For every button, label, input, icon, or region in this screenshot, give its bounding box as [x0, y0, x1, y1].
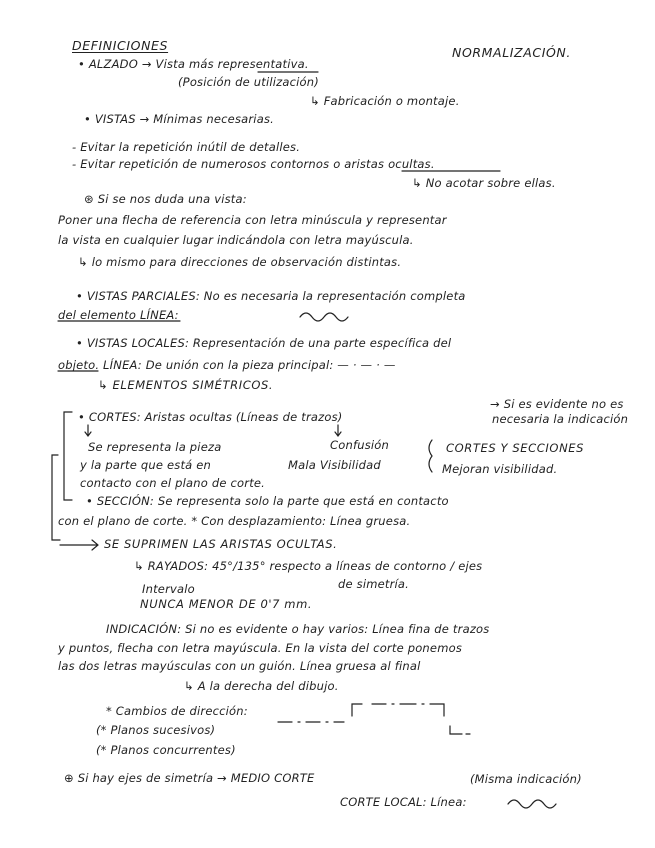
alzado-line: • ALZADO → Vista más representativa.	[78, 57, 309, 71]
vistas-rule-2: - Evitar repetición de numerosos contornos o aristas ocultas.	[72, 157, 435, 171]
parciales-line: • VISTAS PARCIALES: No es necesaria la representación completa	[76, 289, 466, 303]
seccion-line: • SECCIÓN: Se representa solo la parte que está en contacto	[86, 494, 449, 508]
down-arrow-icon	[85, 425, 91, 436]
cortes-text-3: contacto con el plano de corte.	[80, 476, 266, 490]
topic-title: NORMALIZACIÓN.	[452, 45, 571, 60]
vistas-rule-1: - Evitar la repetición inútil de detalles.	[72, 140, 301, 154]
rayados-intervalo: Intervalo	[142, 582, 195, 596]
cut-end-icon	[450, 726, 470, 734]
simetria-paren: (Misma indicación)	[470, 772, 582, 786]
locales-line-2: objeto. LÍNEA: De unión con la pieza principal: — · — · —	[58, 358, 396, 372]
cortes-side-2: Mejoran visibilidad.	[442, 462, 558, 476]
indicacion-line-4: ↳ A la derecha del dibujo.	[184, 679, 339, 693]
indicacion-line: INDICACIÓN: Si no es evidente o hay varios: Línea fina de trazos	[106, 622, 490, 636]
parciales-line-2: del elemento LÍNEA:	[58, 308, 179, 322]
rayados-line-3: NUNCA MENOR DE 0'7 mm.	[140, 597, 313, 611]
alzado-position: (Posición de utilización)	[178, 75, 319, 89]
direccion-sucesivos: (* Planos sucesivos)	[96, 723, 216, 737]
rayados-line-2: de simetría.	[338, 577, 410, 591]
vistas-note: ↳ No acotar sobre ellas.	[412, 176, 556, 190]
seccion-line-2: con el plano de corte. * Con desplazamiento: Línea gruesa.	[58, 514, 411, 528]
cortes-confusion: Confusión	[330, 438, 390, 452]
brace-mark	[429, 440, 432, 472]
wavy-line-icon	[300, 313, 348, 321]
cortes-text-2: y la parte que está en	[80, 458, 212, 472]
cut-bracket-icon	[352, 704, 444, 716]
cortes-note-2: necesaria la indicación	[492, 412, 629, 426]
rayados-line: ↳ RAYADOS: 45°/135° respecto a líneas de contorno / ejes	[134, 559, 483, 573]
duda-text-3: ↳ lo mismo para direcciones de observación distintas.	[78, 255, 402, 269]
locales-line-3: ↳ ELEMENTOS SIMÉTRICOS.	[98, 378, 274, 392]
suprimen-line: SE SUPRIMEN LAS ARISTAS OCULTAS.	[104, 537, 338, 551]
cortes-text-1: Se representa la pieza	[88, 440, 222, 454]
simetria-line-2: CORTE LOCAL: Línea:	[340, 795, 467, 809]
cortes-mala: Mala Visibilidad	[288, 458, 381, 472]
direccion-concurrentes: (* Planos concurrentes)	[96, 743, 236, 757]
bracket-mark	[64, 412, 72, 500]
alzado-use: ↳ Fabricación o montaje.	[310, 94, 460, 108]
duda-text-2: la vista en cualquier lugar indicándola con letra mayúscula.	[58, 233, 414, 247]
wavy-line-icon-2	[508, 800, 556, 808]
page-title: DEFINICIONES	[72, 38, 169, 53]
indicacion-line-2: y puntos, flecha con letra mayúscula. En la vista del corte ponemos	[58, 641, 463, 655]
vistas-line: • VISTAS → Mínimas necesarias.	[84, 112, 274, 126]
simetria-line: ⊕ Si hay ejes de simetría → MEDIO CORTE	[64, 771, 315, 785]
cortes-note-1: → Si es evidente no es	[490, 397, 624, 411]
direccion-line: * Cambios de dirección:	[106, 704, 248, 718]
duda-heading: ⊛ Si se nos duda una vista:	[84, 192, 247, 206]
indicacion-line-3: las dos letras mayúsculas con un guión. Línea gruesa al final	[58, 659, 421, 673]
duda-text-1: Poner una flecha de referencia con letra minúscula y representar	[58, 213, 447, 227]
cortes-side-1: CORTES Y SECCIONES	[446, 441, 585, 455]
locales-line: • VISTAS LOCALES: Representación de una parte específica del	[76, 336, 452, 350]
down-arrow-icon-2	[335, 425, 341, 436]
arrow-icon	[60, 540, 98, 550]
cortes-line: • CORTES: Aristas ocultas (Líneas de trazos)	[78, 410, 343, 424]
